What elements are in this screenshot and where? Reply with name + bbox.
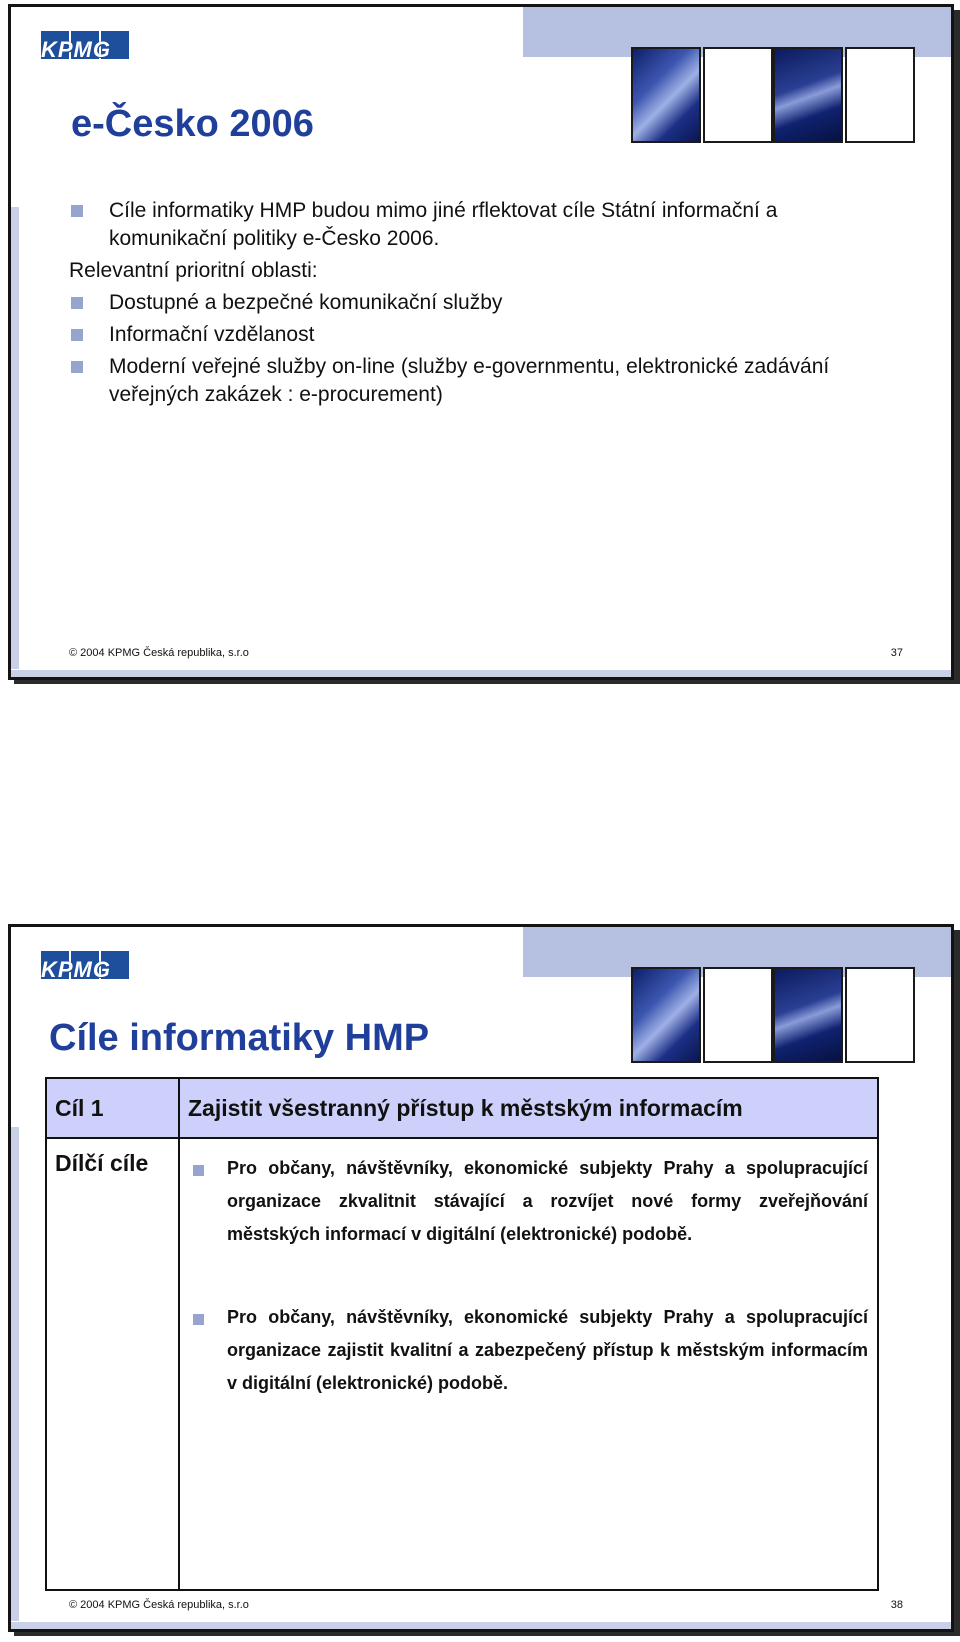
side-rail bbox=[11, 207, 19, 669]
subgoal-text: Pro občany, návštěvníky, ekonomické subjekty Prahy a spolupracující organizace zajistit kvalitní a zabezpečený přístup k městským informacím v digitální (elektronické) podobě. bbox=[227, 1307, 868, 1393]
bullet-item bbox=[69, 353, 889, 409]
kpmg-logo bbox=[41, 951, 137, 991]
bullet-text: Cíle informatiky HMP budou mimo jiné rflektovat cíle Státní informační a komunikační politiky e-Česko 2006. bbox=[109, 199, 778, 250]
subgoal-text: Pro občany, návštěvníky, ekonomické subjekty Prahy a spolupracující organizace zkvalitnit stávající a rozvíjet nové formy zveřejňování městských informací v digitální (elektronické) podobě. bbox=[227, 1158, 868, 1244]
photo-tile-1 bbox=[631, 47, 701, 143]
goal-number-cell: Cíl 1 bbox=[46, 1078, 179, 1138]
kpmg-logo-text: KPMG bbox=[41, 957, 111, 982]
photo-strip bbox=[631, 967, 917, 1061]
page-number: 37 bbox=[890, 647, 903, 659]
slide-37 bbox=[8, 4, 954, 680]
bottom-rail bbox=[11, 1622, 951, 1629]
subgoals-content-cell bbox=[179, 1138, 878, 1590]
bullet-item bbox=[69, 289, 889, 317]
photo-tile-1 bbox=[631, 967, 701, 1063]
photo-tile-2 bbox=[703, 47, 773, 143]
photo-tile-3 bbox=[773, 967, 843, 1063]
slide-38 bbox=[8, 924, 954, 1632]
footer-copyright: © 2004 KPMG Česká republika, s.r.o bbox=[69, 1599, 249, 1611]
subgoals-label-cell bbox=[46, 1138, 179, 1590]
bullet-text: Informační vzdělanost bbox=[109, 323, 315, 346]
subgoals-label: Dílčí cíle bbox=[55, 1150, 149, 1176]
photo-tile-2 bbox=[703, 967, 773, 1063]
goal-table bbox=[45, 1077, 879, 1591]
page-number: 38 bbox=[890, 1599, 903, 1611]
slide-content bbox=[69, 197, 889, 413]
square-bullet-icon bbox=[193, 1314, 204, 1325]
photo-strip bbox=[631, 47, 917, 141]
plain-line: Relevantní prioritní oblasti: bbox=[69, 259, 318, 282]
subgoal-item bbox=[181, 1140, 876, 1251]
side-rail bbox=[11, 1127, 19, 1621]
photo-tile-3 bbox=[773, 47, 843, 143]
square-bullet-icon bbox=[71, 329, 83, 341]
photo-tile-4 bbox=[845, 967, 915, 1063]
square-bullet-icon bbox=[71, 297, 83, 309]
bullet-text: Dostupné a bezpečné komunikační služby bbox=[109, 291, 503, 314]
square-bullet-icon bbox=[71, 205, 83, 217]
footer-copyright: © 2004 KPMG Česká republika, s.r.o bbox=[69, 647, 249, 659]
square-bullet-icon bbox=[193, 1165, 204, 1176]
subgoal-item bbox=[181, 1289, 876, 1400]
bullet-text: Moderní veřejné služby on-line (služby e-governmentu, elektronické zadávání veřejných zakázek : e-procurement) bbox=[109, 355, 830, 406]
photo-tile-4 bbox=[845, 47, 915, 143]
bottom-rail bbox=[11, 670, 951, 677]
goal-table-header-row bbox=[46, 1078, 878, 1138]
kpmg-logo-text: KPMG bbox=[41, 37, 111, 62]
kpmg-logo bbox=[41, 31, 137, 71]
slide-title: e-Česko 2006 bbox=[71, 103, 314, 145]
bullet-item bbox=[69, 321, 889, 349]
square-bullet-icon bbox=[71, 361, 83, 373]
goal-table-body-row bbox=[46, 1138, 878, 1590]
bullet-item bbox=[69, 197, 889, 253]
goal-title-cell: Zajistit všestranný přístup k městským informacím bbox=[179, 1078, 878, 1138]
slide-title: Cíle informatiky HMP bbox=[49, 1017, 430, 1059]
